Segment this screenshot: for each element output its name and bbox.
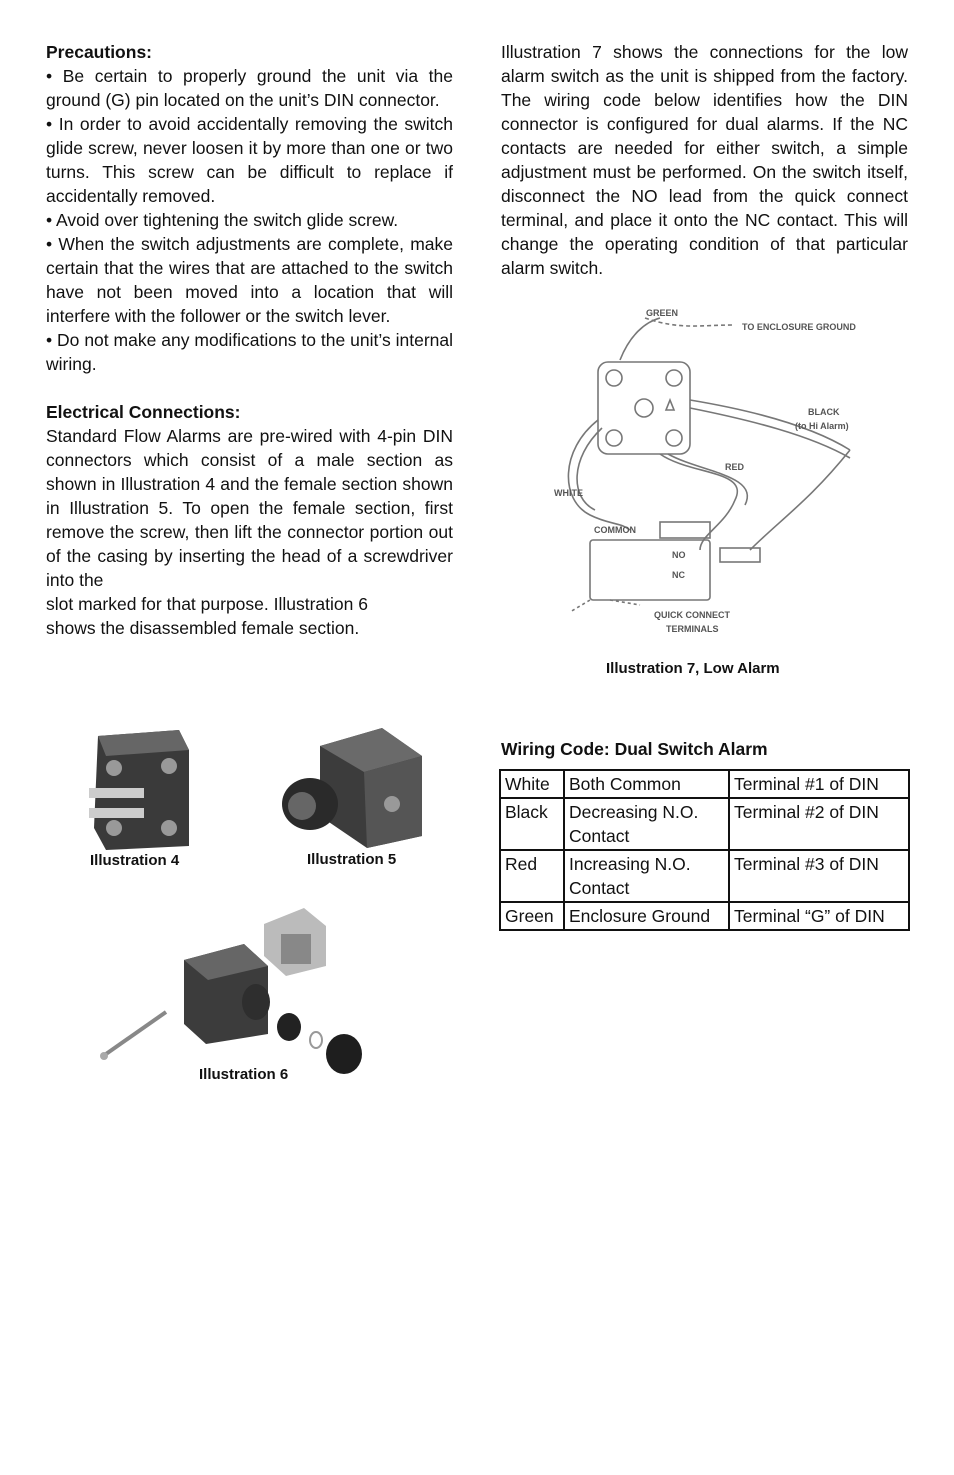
wire-terminal: Terminal “G” of DIN: [729, 902, 909, 930]
label-to-ground: TO ENCLOSURE GROUND: [742, 322, 856, 332]
wire-color: White: [500, 770, 564, 798]
precaution-1: • Be certain to properly ground the unit via the ground (G) pin located on the unit’s DIN connector.: [46, 66, 453, 110]
table-row: [500, 850, 909, 902]
label-qc2: TERMINALS: [666, 624, 719, 634]
wire-function: Both Common: [564, 770, 729, 798]
illustration-4-male-connector: [84, 728, 199, 853]
low-alarm-wiring-diagram: [550, 300, 900, 645]
electrical-para-2: slot marked for that purpose. Illustration 6 shows the disassembled female section.: [46, 594, 368, 638]
wire-terminal: Terminal #1 of DIN: [729, 770, 909, 798]
caption-illustration-7: Illustration 7, Low Alarm: [606, 660, 780, 677]
caption-illustration-5: Illustration 5: [307, 851, 397, 868]
wire-color: Green: [500, 902, 564, 930]
label-green: GREEN: [646, 308, 679, 318]
wiring-code-heading: Wiring Code: Dual Switch Alarm: [501, 739, 768, 759]
table-row: [500, 770, 909, 798]
precaution-5: • Do not make any modifications to the unit’s internal wiring.: [46, 330, 453, 374]
label-qc1: QUICK CONNECT: [654, 610, 730, 620]
right-column: [501, 40, 908, 280]
precaution-3: • Avoid over tightening the switch glide screw.: [46, 210, 399, 230]
label-no: NO: [672, 550, 686, 560]
caption-illustration-4: Illustration 4: [90, 852, 180, 869]
electrical-para-1: Standard Flow Alarms are pre-wired with 4-pin DIN connectors which consist of a male section as shown in Illustration 4 and the female section shown in Illustration 5. To open the female section, first remove the screw, then lift the connector portion out of the casing by inserting the head of a screwdriver into the: [46, 426, 453, 590]
table-row: [500, 798, 909, 850]
label-nc: NC: [672, 570, 685, 580]
wire-terminal: Terminal #3 of DIN: [729, 850, 909, 902]
wire-function: Decreasing N.O. Contact: [564, 798, 729, 850]
wire-color: Black: [500, 798, 564, 850]
precaution-4: • When the switch adjustments are complete, make certain that the wires that are attached to the switch have not been moved into a location that will interfere with the follower or the switch lever.: [46, 234, 453, 326]
caption-illustration-6: Illustration 6: [199, 1066, 289, 1083]
precautions-heading: Precautions:: [46, 42, 152, 62]
wire-terminal: Terminal #2 of DIN: [729, 798, 909, 850]
wire-color: Red: [500, 850, 564, 902]
electrical-heading: Electrical Connections:: [46, 402, 241, 422]
label-white: WHITE: [554, 488, 583, 498]
table-row: [500, 902, 909, 930]
label-red: RED: [725, 462, 745, 472]
left-column: [46, 40, 453, 640]
wiring-code-table: [499, 769, 910, 931]
illustration-5-female-connector: [272, 726, 427, 851]
illustration-7-description: Illustration 7 shows the connections for the low alarm switch as the unit is shipped from the factory. The wiring code below identifies how the DIN connector is configured for dual alarms. If the NC contacts are needed for either switch, a simple adjustment must be performed. On the switch itself, disconnect the NO lead from the quick connect terminal, and place it onto the NC contact. This will change the operating condition of that particular alarm switch.: [501, 42, 908, 278]
label-black: BLACK: [808, 407, 840, 417]
wire-function: Increasing N.O. Contact: [564, 850, 729, 902]
label-black-sub: (to Hi Alarm): [795, 421, 849, 431]
precaution-2: • In order to avoid accidentally removing the switch glide screw, never loosen it by more than one or two turns. This screw can be difficult to replace if accidentally removed.: [46, 114, 453, 206]
label-common: COMMON: [594, 525, 636, 535]
wire-function: Enclosure Ground: [564, 902, 729, 930]
